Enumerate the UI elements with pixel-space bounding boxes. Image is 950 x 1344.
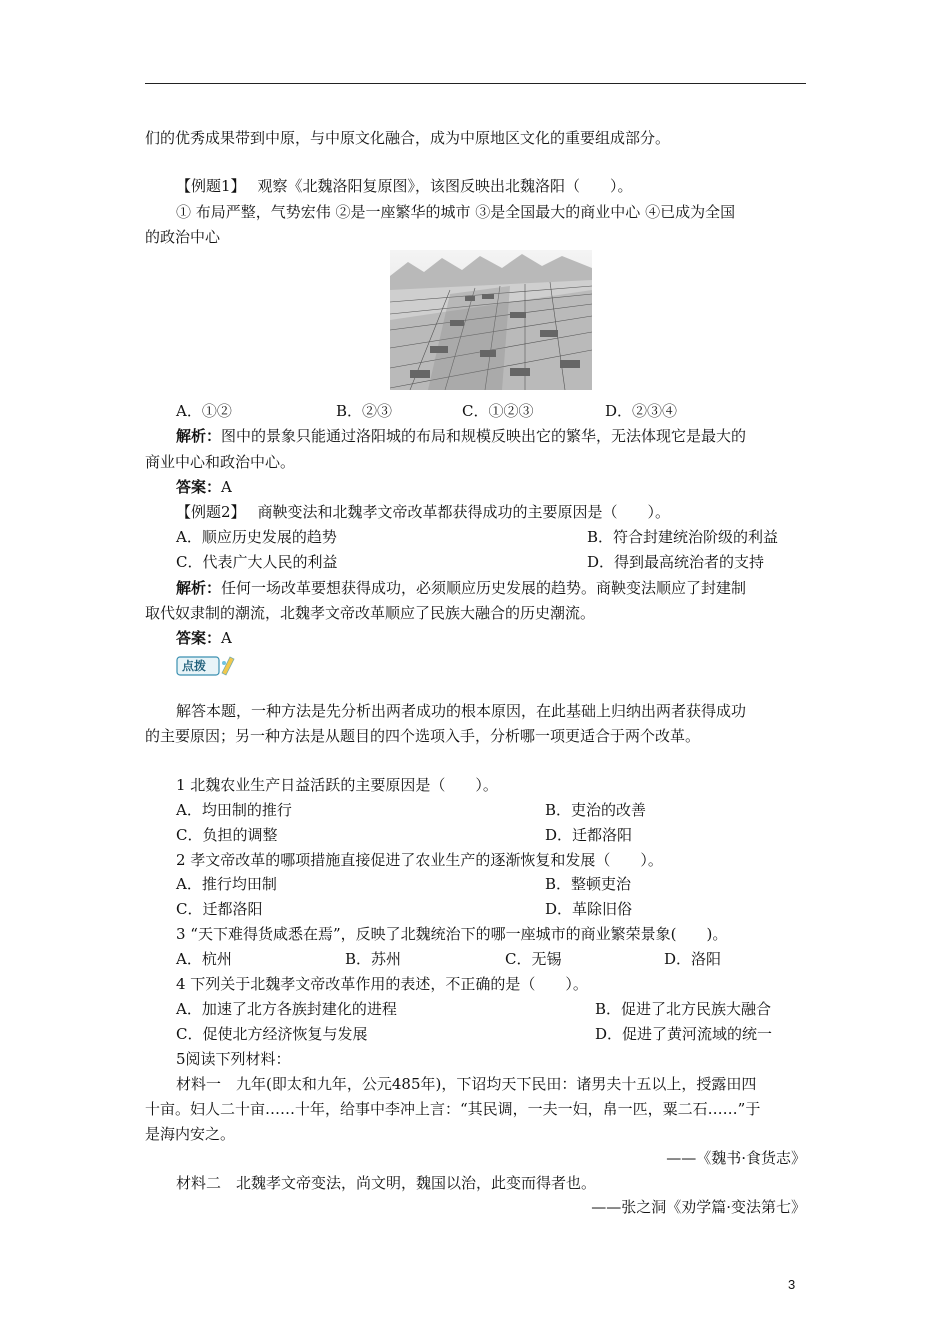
tip-text: 解答本题，一种方法是先分析出两者成功的根本原因，在此基础上归纳出两者获得成功: [176, 702, 747, 720]
example2-analysis-cont: 取代奴隶制的潮流，北魏孝文帝改革顺应了民族大融合的历史潮流。: [145, 604, 596, 622]
tip-badge: [176, 653, 236, 677]
example2-tag: 【例题2】: [176, 503, 246, 521]
question2-option-d: D．革除旧俗: [545, 900, 633, 918]
question4-option-d: D．促进了黄河流域的统一: [595, 1025, 773, 1043]
example1-question: 【例题1】 观察《北魏洛阳复原图》，该图反映出北魏洛阳（ ）。: [176, 177, 633, 195]
question3-option-b: B．苏州: [345, 950, 402, 968]
example1-option-b: B．②③: [336, 402, 393, 420]
tip-badge-label: 点拨: [182, 659, 207, 673]
question1-option-a: A．均田制的推行: [176, 801, 292, 819]
analysis-label: 解析：: [176, 579, 222, 597]
question5-text: 5阅读下列材料：: [176, 1050, 291, 1068]
question3-text: 3 “天下难得货咸悉在焉”，反映了北魏统治下的哪一座城市的商业繁荣景象( )。: [176, 925, 728, 943]
example1-option-c: C．①②③: [462, 402, 534, 420]
material2-text: 材料二 北魏孝文帝变法，尚文明，魏国以治，此变而得者也。: [176, 1174, 597, 1192]
continuation-line: 们的优秀成果带到中原，与中原文化融合，成为中原地区文化的重要组成部分。: [145, 129, 671, 147]
question3-option-d: D．洛阳: [664, 950, 722, 968]
example2-option-b: B．符合封建统治阶级的利益: [587, 528, 779, 546]
material1-text: 材料一 九年(即太和九年，公元485年)，下诏均天下民田：诸男夫十五以上，授露田四: [176, 1075, 757, 1093]
material2-source: ——张之洞《劝学篇·变法第七》: [591, 1198, 806, 1216]
example1-statements: ① 布局严整，气势宏伟 ②是一座繁华的城市 ③是全国最大的商业中心 ④已成为全国: [176, 203, 736, 221]
question4-option-a: A．加速了北方各族封建化的进程: [176, 1000, 397, 1018]
material1-text-cont: 十亩。妇人二十亩……十年，给事中李冲上言：“其民调，一夫一妇，帛一匹，粟二石……”于: [145, 1100, 761, 1118]
example1-option-a: A．①②: [176, 402, 232, 420]
tip-text-cont: 的主要原因；另一种方法是从题目的四个选项入手，分析哪一项更适合于两个改革。: [145, 727, 701, 745]
analysis-label: 解析：: [176, 427, 222, 445]
example1-tag: 【例题1】: [176, 177, 246, 195]
question2-option-b: B．整顿吏治: [545, 875, 632, 893]
question4-option-c: C．促使北方经济恢复与发展: [176, 1025, 368, 1043]
example1-answer: 答案：A: [176, 478, 232, 496]
example2-option-c: C．代表广大人民的利益: [176, 553, 338, 571]
luoyang-reconstruction-image: [390, 250, 592, 390]
example1-analysis: 解析：图中的景象只能通过洛阳城的布局和规模反映出它的繁华，无法体现它是最大的: [176, 427, 747, 445]
question2-option-a: A．推行均田制: [176, 875, 277, 893]
question2-text: 2 孝文帝改革的哪项措施直接促进了农业生产的逐渐恢复和发展（ ）。: [176, 851, 663, 869]
answer-label: 答案：: [176, 629, 222, 647]
example1-analysis-cont: 商业中心和政治中心。: [145, 453, 296, 471]
header-rule: [145, 83, 806, 84]
question3-option-c: C．无锡: [505, 950, 562, 968]
material1-text-end: 是海内安之。: [145, 1125, 236, 1143]
page-number: 3: [788, 1277, 796, 1292]
example1-option-d: D．②③④: [605, 402, 678, 420]
question4-option-b: B．促进了北方民族大融合: [595, 1000, 772, 1018]
example2-analysis: 解析：任何一场改革要想获得成功，必须顺应历史发展的趋势。商鞅变法顺应了封建制: [176, 579, 747, 597]
example2-question: 【例题2】 商鞅变法和北魏孝文帝改革都获得成功的主要原因是（ ）。: [176, 503, 671, 521]
example1-statements-cont: 的政治中心: [145, 228, 221, 246]
question1-option-d: D．迁都洛阳: [545, 826, 633, 844]
example2-answer: 答案：A: [176, 629, 232, 647]
question4-text: 4 下列关于北魏孝文帝改革作用的表述，不正确的是（ ）。: [176, 975, 588, 993]
material1-source: ——《魏书·食货志》: [666, 1149, 806, 1167]
question1-text: 1 北魏农业生产日益活跃的主要原因是（ ）。: [176, 776, 498, 794]
question2-option-c: C．迁都洛阳: [176, 900, 263, 918]
question1-option-c: C．负担的调整: [176, 826, 278, 844]
example2-option-d: D．得到最高统治者的支持: [587, 553, 765, 571]
answer-label: 答案：: [176, 478, 222, 496]
question1-option-b: B．吏治的改善: [545, 801, 647, 819]
question3-option-a: A．杭州: [176, 950, 232, 968]
example2-option-a: A．顺应历史发展的趋势: [176, 528, 337, 546]
